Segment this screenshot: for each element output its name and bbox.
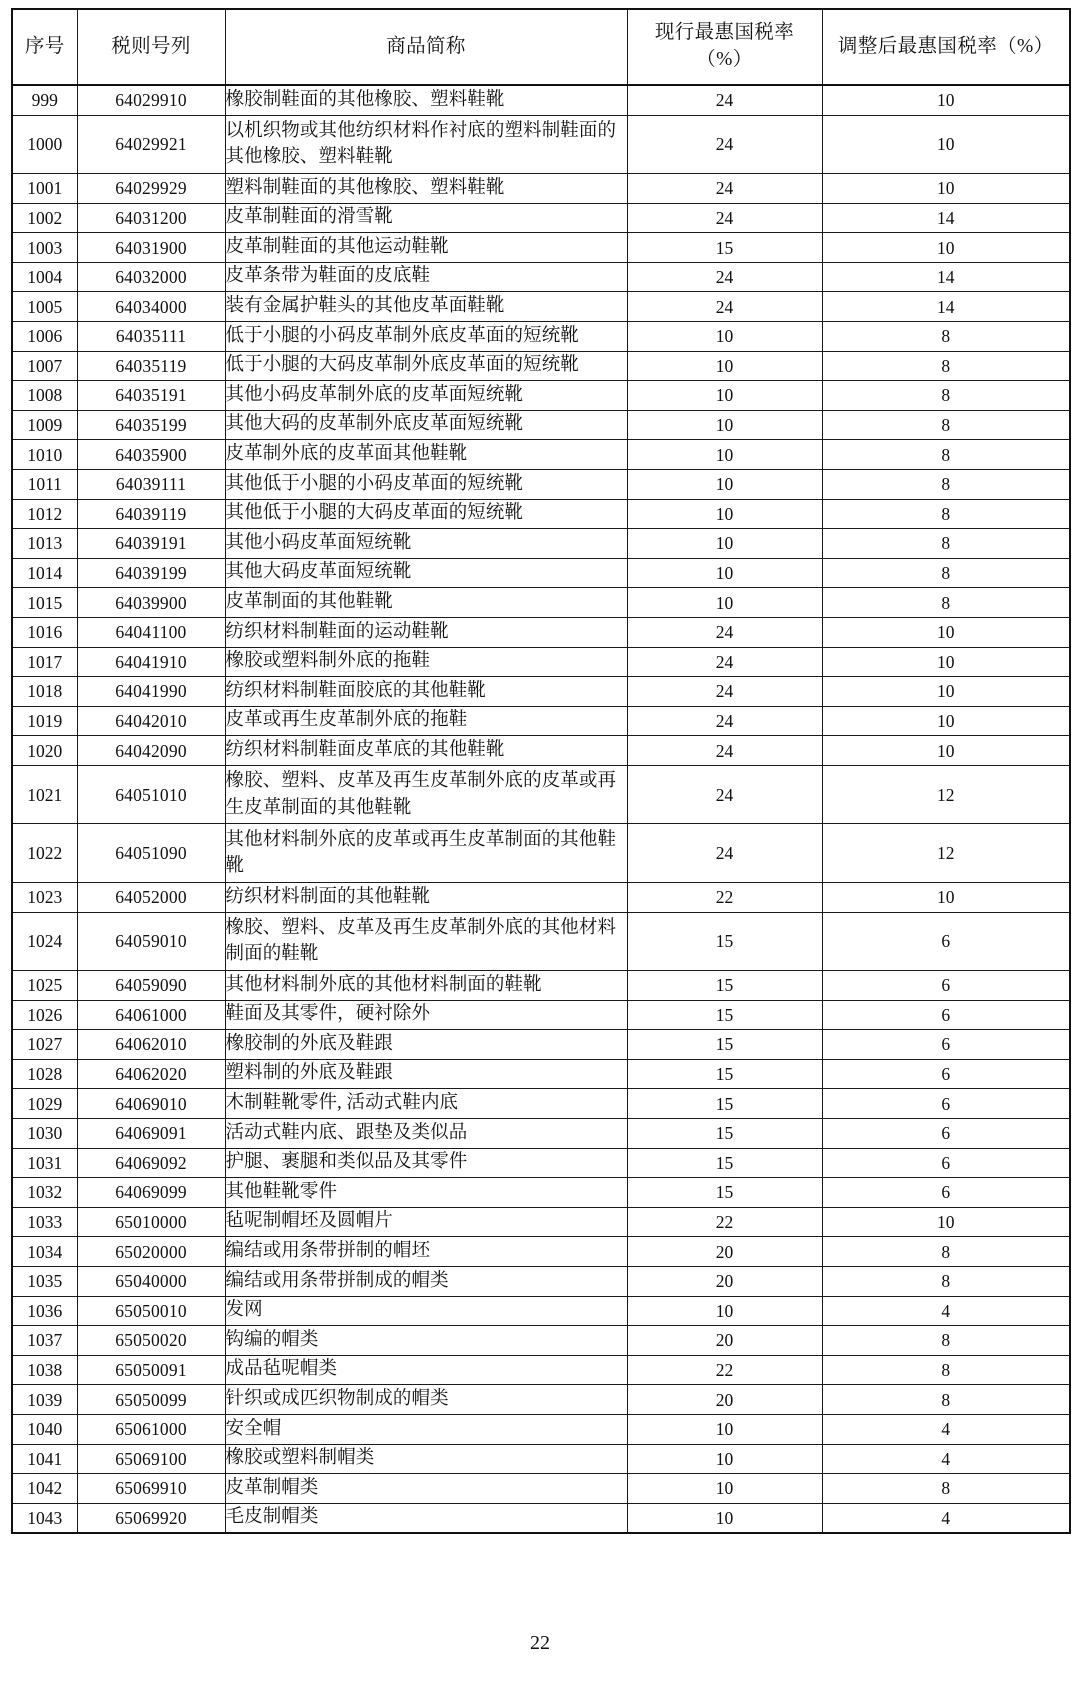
table-row [12, 736, 1070, 766]
cell-sequence: 1041 [12, 1444, 77, 1474]
cell-adjusted-rate: 12 [822, 824, 1070, 883]
cell-tariff-code: 65061000 [77, 1414, 225, 1444]
cell-tariff-code: 65040000 [77, 1267, 225, 1297]
table-row [12, 1385, 1070, 1415]
cell-current-rate: 24 [627, 647, 822, 677]
cell-commodity-name: 皮革或再生皮革制外底的拖鞋 [225, 706, 627, 736]
cell-current-rate: 10 [627, 440, 822, 470]
cell-adjusted-rate: 10 [822, 174, 1070, 204]
table-row [12, 203, 1070, 233]
cell-sequence: 1028 [12, 1059, 77, 1089]
cell-current-rate: 10 [627, 499, 822, 529]
cell-sequence: 1032 [12, 1178, 77, 1208]
table-row [12, 115, 1070, 174]
cell-commodity-name: 毡呢制帽坯及圆帽片 [225, 1207, 627, 1237]
cell-adjusted-rate: 10 [822, 1207, 1070, 1237]
cell-commodity-name: 橡胶或塑料制帽类 [225, 1444, 627, 1474]
cell-adjusted-rate: 10 [822, 115, 1070, 174]
cell-current-rate: 24 [627, 677, 822, 707]
cell-adjusted-rate: 8 [822, 1474, 1070, 1504]
cell-tariff-code: 64031900 [77, 233, 225, 263]
cell-commodity-name: 橡胶、塑料、皮革及再生皮革制外底的其他材料制面的鞋靴 [225, 912, 627, 971]
cell-adjusted-rate: 10 [822, 85, 1070, 115]
cell-tariff-code: 64035191 [77, 381, 225, 411]
cell-sequence: 1013 [12, 529, 77, 559]
cell-tariff-code: 64029921 [77, 115, 225, 174]
table-row [12, 292, 1070, 322]
cell-commodity-name: 编结或用条带拼制成的帽类 [225, 1267, 627, 1297]
cell-current-rate: 10 [627, 381, 822, 411]
cell-adjusted-rate: 4 [822, 1296, 1070, 1326]
table-row [12, 174, 1070, 204]
cell-adjusted-rate: 10 [822, 677, 1070, 707]
table-row [12, 1237, 1070, 1267]
cell-adjusted-rate: 8 [822, 351, 1070, 381]
cell-tariff-code: 64051090 [77, 824, 225, 883]
cell-tariff-code: 64052000 [77, 882, 225, 912]
cell-tariff-code: 65050010 [77, 1296, 225, 1326]
table-row [12, 1444, 1070, 1474]
cell-commodity-name: 毛皮制帽类 [225, 1503, 627, 1533]
cell-sequence: 1006 [12, 322, 77, 352]
cell-sequence: 1023 [12, 882, 77, 912]
cell-current-rate: 10 [627, 470, 822, 500]
cell-adjusted-rate: 8 [822, 440, 1070, 470]
cell-adjusted-rate: 4 [822, 1414, 1070, 1444]
cell-commodity-name: 活动式鞋内底、跟垫及类似品 [225, 1119, 627, 1149]
cell-tariff-code: 64041100 [77, 618, 225, 648]
column-header-commodity: 商品简称 [225, 9, 627, 85]
cell-commodity-name: 其他低于小腿的小码皮革面的短统靴 [225, 470, 627, 500]
table-row [12, 1059, 1070, 1089]
table-row [12, 588, 1070, 618]
cell-adjusted-rate: 10 [822, 882, 1070, 912]
cell-sequence: 1027 [12, 1030, 77, 1060]
cell-current-rate: 10 [627, 1503, 822, 1533]
cell-sequence: 1018 [12, 677, 77, 707]
cell-sequence: 1012 [12, 499, 77, 529]
cell-adjusted-rate: 8 [822, 1385, 1070, 1415]
cell-sequence: 1040 [12, 1414, 77, 1444]
cell-sequence: 1011 [12, 470, 77, 500]
cell-current-rate: 10 [627, 1296, 822, 1326]
cell-adjusted-rate: 10 [822, 618, 1070, 648]
cell-current-rate: 24 [627, 174, 822, 204]
cell-adjusted-rate: 6 [822, 971, 1070, 1001]
cell-sequence: 1038 [12, 1355, 77, 1385]
cell-current-rate: 15 [627, 1089, 822, 1119]
cell-commodity-name: 装有金属护鞋头的其他皮革面鞋靴 [225, 292, 627, 322]
cell-commodity-name: 纺织材料制鞋面皮革底的其他鞋靴 [225, 736, 627, 766]
cell-commodity-name: 皮革制鞋面的滑雪靴 [225, 203, 627, 233]
cell-adjusted-rate: 10 [822, 233, 1070, 263]
cell-tariff-code: 64034000 [77, 292, 225, 322]
cell-sequence: 1042 [12, 1474, 77, 1504]
cell-commodity-name: 其他小码皮革面短统靴 [225, 529, 627, 559]
cell-current-rate: 10 [627, 529, 822, 559]
cell-adjusted-rate: 10 [822, 736, 1070, 766]
table-row [12, 971, 1070, 1001]
cell-sequence: 1026 [12, 1000, 77, 1030]
page-number: 22 [530, 1632, 550, 1654]
cell-current-rate: 20 [627, 1385, 822, 1415]
cell-commodity-name: 成品毡呢帽类 [225, 1355, 627, 1385]
cell-sequence: 1033 [12, 1207, 77, 1237]
cell-current-rate: 15 [627, 1119, 822, 1149]
cell-current-rate: 10 [627, 558, 822, 588]
cell-sequence: 1001 [12, 174, 77, 204]
cell-adjusted-rate: 8 [822, 499, 1070, 529]
cell-tariff-code: 64029910 [77, 85, 225, 115]
cell-current-rate: 15 [627, 1059, 822, 1089]
cell-current-rate: 20 [627, 1237, 822, 1267]
cell-adjusted-rate: 6 [822, 1148, 1070, 1178]
cell-commodity-name: 皮革制帽类 [225, 1474, 627, 1504]
cell-commodity-name: 塑料制鞋面的其他橡胶、塑料鞋靴 [225, 174, 627, 204]
cell-commodity-name: 针织或成匹织物制成的帽类 [225, 1385, 627, 1415]
cell-sequence: 1004 [12, 262, 77, 292]
cell-sequence: 1021 [12, 765, 77, 824]
cell-sequence: 1031 [12, 1148, 77, 1178]
cell-sequence: 1003 [12, 233, 77, 263]
cell-current-rate: 24 [627, 618, 822, 648]
cell-sequence: 1022 [12, 824, 77, 883]
cell-commodity-name: 橡胶制的外底及鞋跟 [225, 1030, 627, 1060]
cell-adjusted-rate: 8 [822, 381, 1070, 411]
table-row [12, 262, 1070, 292]
cell-adjusted-rate: 8 [822, 410, 1070, 440]
cell-current-rate: 24 [627, 706, 822, 736]
cell-commodity-name: 其他低于小腿的大码皮革面的短统靴 [225, 499, 627, 529]
cell-tariff-code: 65010000 [77, 1207, 225, 1237]
cell-commodity-name: 木制鞋靴零件, 活动式鞋内底 [225, 1089, 627, 1119]
cell-commodity-name: 皮革制鞋面的其他运动鞋靴 [225, 233, 627, 263]
table-header-row [12, 9, 1070, 85]
table-row [12, 765, 1070, 824]
cell-sequence: 1034 [12, 1237, 77, 1267]
cell-tariff-code: 65069920 [77, 1503, 225, 1533]
cell-commodity-name: 皮革制外底的皮革面其他鞋靴 [225, 440, 627, 470]
cell-sequence: 1024 [12, 912, 77, 971]
cell-tariff-code: 64059010 [77, 912, 225, 971]
cell-adjusted-rate: 6 [822, 1000, 1070, 1030]
cell-commodity-name: 皮革条带为鞋面的皮底鞋 [225, 262, 627, 292]
cell-sequence: 1000 [12, 115, 77, 174]
cell-tariff-code: 64069010 [77, 1089, 225, 1119]
cell-current-rate: 10 [627, 588, 822, 618]
cell-commodity-name: 低于小腿的大码皮革制外底皮革面的短统靴 [225, 351, 627, 381]
cell-current-rate: 15 [627, 912, 822, 971]
cell-tariff-code: 64059090 [77, 971, 225, 1001]
cell-current-rate: 15 [627, 1030, 822, 1060]
cell-tariff-code: 64051010 [77, 765, 225, 824]
cell-tariff-code: 64032000 [77, 262, 225, 292]
table-row [12, 1148, 1070, 1178]
cell-sequence: 999 [12, 85, 77, 115]
table-row [12, 558, 1070, 588]
cell-sequence: 1009 [12, 410, 77, 440]
cell-commodity-name: 其他材料制外底的皮革或再生皮革制面的其他鞋靴 [225, 824, 627, 883]
cell-commodity-name: 安全帽 [225, 1414, 627, 1444]
cell-adjusted-rate: 8 [822, 1267, 1070, 1297]
cell-sequence: 1029 [12, 1089, 77, 1119]
cell-current-rate: 15 [627, 1148, 822, 1178]
cell-sequence: 1014 [12, 558, 77, 588]
cell-tariff-code: 65050020 [77, 1326, 225, 1356]
table-body [12, 85, 1070, 1533]
cell-sequence: 1030 [12, 1119, 77, 1149]
cell-tariff-code: 64035199 [77, 410, 225, 440]
cell-tariff-code: 64035119 [77, 351, 225, 381]
cell-adjusted-rate: 10 [822, 647, 1070, 677]
cell-current-rate: 10 [627, 410, 822, 440]
table-row [12, 618, 1070, 648]
cell-sequence: 1002 [12, 203, 77, 233]
cell-sequence: 1039 [12, 1385, 77, 1415]
cell-current-rate: 22 [627, 1355, 822, 1385]
cell-tariff-code: 65069910 [77, 1474, 225, 1504]
table-row [12, 1119, 1070, 1149]
cell-tariff-code: 64039199 [77, 558, 225, 588]
cell-sequence: 1015 [12, 588, 77, 618]
table-row [12, 882, 1070, 912]
cell-commodity-name: 纺织材料制鞋面胶底的其他鞋靴 [225, 677, 627, 707]
table-row [12, 706, 1070, 736]
cell-tariff-code: 64039900 [77, 588, 225, 618]
cell-sequence: 1010 [12, 440, 77, 470]
cell-tariff-code: 65050091 [77, 1355, 225, 1385]
cell-tariff-code: 65050099 [77, 1385, 225, 1415]
table-row [12, 677, 1070, 707]
cell-current-rate: 22 [627, 1207, 822, 1237]
cell-commodity-name: 钩编的帽类 [225, 1326, 627, 1356]
cell-commodity-name: 编结或用条带拼制的帽坯 [225, 1237, 627, 1267]
table-row [12, 85, 1070, 115]
cell-tariff-code: 64035900 [77, 440, 225, 470]
cell-commodity-name: 其他大码的皮革制外底皮革面短统靴 [225, 410, 627, 440]
column-header-adjusted-rate: 调整后最惠国税率（%） [822, 9, 1070, 85]
cell-adjusted-rate: 8 [822, 1237, 1070, 1267]
cell-sequence: 1025 [12, 971, 77, 1001]
cell-sequence: 1019 [12, 706, 77, 736]
cell-sequence: 1035 [12, 1267, 77, 1297]
cell-sequence: 1016 [12, 618, 77, 648]
cell-sequence: 1005 [12, 292, 77, 322]
table-row [12, 322, 1070, 352]
cell-adjusted-rate: 8 [822, 529, 1070, 559]
cell-tariff-code: 64039119 [77, 499, 225, 529]
table-row [12, 912, 1070, 971]
cell-tariff-code: 64039111 [77, 470, 225, 500]
cell-commodity-name: 其他鞋靴零件 [225, 1178, 627, 1208]
cell-tariff-code: 64069091 [77, 1119, 225, 1149]
cell-adjusted-rate: 6 [822, 1178, 1070, 1208]
table-row [12, 1355, 1070, 1385]
cell-current-rate: 24 [627, 203, 822, 233]
cell-commodity-name: 低于小腿的小码皮革制外底皮革面的短统靴 [225, 322, 627, 352]
table-row [12, 1207, 1070, 1237]
table-row [12, 351, 1070, 381]
cell-tariff-code: 64062010 [77, 1030, 225, 1060]
cell-adjusted-rate: 12 [822, 765, 1070, 824]
cell-tariff-code: 64041990 [77, 677, 225, 707]
table-row [12, 1414, 1070, 1444]
cell-current-rate: 24 [627, 736, 822, 766]
cell-commodity-name: 鞋面及其零件，硬衬除外 [225, 1000, 627, 1030]
cell-adjusted-rate: 6 [822, 1089, 1070, 1119]
cell-current-rate: 20 [627, 1267, 822, 1297]
cell-adjusted-rate: 14 [822, 262, 1070, 292]
cell-tariff-code: 65069100 [77, 1444, 225, 1474]
cell-adjusted-rate: 8 [822, 558, 1070, 588]
cell-current-rate: 24 [627, 262, 822, 292]
cell-tariff-code: 64069092 [77, 1148, 225, 1178]
cell-commodity-name: 塑料制的外底及鞋跟 [225, 1059, 627, 1089]
table-row [12, 410, 1070, 440]
cell-tariff-code: 64031200 [77, 203, 225, 233]
cell-commodity-name: 皮革制面的其他鞋靴 [225, 588, 627, 618]
cell-current-rate: 24 [627, 824, 822, 883]
cell-adjusted-rate: 8 [822, 470, 1070, 500]
table-row [12, 1000, 1070, 1030]
table-row [12, 1089, 1070, 1119]
cell-tariff-code: 65020000 [77, 1237, 225, 1267]
cell-adjusted-rate: 4 [822, 1503, 1070, 1533]
cell-adjusted-rate: 8 [822, 588, 1070, 618]
cell-current-rate: 10 [627, 1474, 822, 1504]
cell-current-rate: 15 [627, 233, 822, 263]
cell-adjusted-rate: 6 [822, 1059, 1070, 1089]
cell-current-rate: 15 [627, 1000, 822, 1030]
cell-tariff-code: 64029929 [77, 174, 225, 204]
cell-current-rate: 24 [627, 115, 822, 174]
cell-tariff-code: 64035111 [77, 322, 225, 352]
cell-commodity-name: 纺织材料制鞋面的运动鞋靴 [225, 618, 627, 648]
table-row [12, 470, 1070, 500]
tariff-table [11, 8, 1071, 1534]
cell-sequence: 1020 [12, 736, 77, 766]
cell-current-rate: 20 [627, 1326, 822, 1356]
cell-sequence: 1017 [12, 647, 77, 677]
table-row [12, 1326, 1070, 1356]
cell-commodity-name: 其他大码皮革面短统靴 [225, 558, 627, 588]
cell-tariff-code: 64041910 [77, 647, 225, 677]
cell-commodity-name: 发网 [225, 1296, 627, 1326]
cell-current-rate: 24 [627, 292, 822, 322]
cell-adjusted-rate: 8 [822, 1326, 1070, 1356]
table-row [12, 233, 1070, 263]
cell-tariff-code: 64042090 [77, 736, 225, 766]
table-row [12, 381, 1070, 411]
cell-adjusted-rate: 14 [822, 292, 1070, 322]
cell-adjusted-rate: 8 [822, 322, 1070, 352]
cell-tariff-code: 64061000 [77, 1000, 225, 1030]
cell-current-rate: 10 [627, 1444, 822, 1474]
table-row [12, 1267, 1070, 1297]
cell-sequence: 1036 [12, 1296, 77, 1326]
cell-tariff-code: 64062020 [77, 1059, 225, 1089]
cell-sequence: 1008 [12, 381, 77, 411]
table-row [12, 824, 1070, 883]
cell-commodity-name: 纺织材料制面的其他鞋靴 [225, 882, 627, 912]
cell-adjusted-rate: 6 [822, 1119, 1070, 1149]
cell-sequence: 1037 [12, 1326, 77, 1356]
cell-current-rate: 22 [627, 882, 822, 912]
table-row [12, 440, 1070, 470]
cell-commodity-name: 以机织物或其他纺织材料作衬底的塑料制鞋面的其他橡胶、塑料鞋靴 [225, 115, 627, 174]
cell-current-rate: 15 [627, 1178, 822, 1208]
cell-commodity-name: 橡胶、塑料、皮革及再生皮革制外底的皮革或再生皮革制面的其他鞋靴 [225, 765, 627, 824]
cell-commodity-name: 护腿、裹腿和类似品及其零件 [225, 1148, 627, 1178]
table-row [12, 1503, 1070, 1533]
cell-current-rate: 15 [627, 971, 822, 1001]
cell-adjusted-rate: 10 [822, 706, 1070, 736]
table-row [12, 529, 1070, 559]
cell-commodity-name: 其他小码皮革制外底的皮革面短统靴 [225, 381, 627, 411]
column-header-tariff-code: 税则号列 [77, 9, 225, 85]
cell-current-rate: 10 [627, 1414, 822, 1444]
cell-sequence: 1043 [12, 1503, 77, 1533]
table-row [12, 499, 1070, 529]
column-header-current-rate: 现行最惠国税率（%） [627, 9, 822, 85]
table-row [12, 647, 1070, 677]
table-row [12, 1030, 1070, 1060]
cell-adjusted-rate: 14 [822, 203, 1070, 233]
cell-tariff-code: 64039191 [77, 529, 225, 559]
cell-current-rate: 10 [627, 322, 822, 352]
cell-adjusted-rate: 6 [822, 1030, 1070, 1060]
table-header [12, 9, 1070, 85]
column-header-sequence: 序号 [12, 9, 77, 85]
cell-commodity-name: 橡胶或塑料制外底的拖鞋 [225, 647, 627, 677]
cell-tariff-code: 64042010 [77, 706, 225, 736]
table-row [12, 1296, 1070, 1326]
table-row [12, 1474, 1070, 1504]
cell-adjusted-rate: 8 [822, 1355, 1070, 1385]
cell-adjusted-rate: 6 [822, 912, 1070, 971]
cell-commodity-name: 其他材料制外底的其他材料制面的鞋靴 [225, 971, 627, 1001]
cell-sequence: 1007 [12, 351, 77, 381]
table-row [12, 1178, 1070, 1208]
cell-commodity-name: 橡胶制鞋面的其他橡胶、塑料鞋靴 [225, 85, 627, 115]
cell-adjusted-rate: 4 [822, 1444, 1070, 1474]
cell-current-rate: 24 [627, 85, 822, 115]
cell-current-rate: 10 [627, 351, 822, 381]
cell-current-rate: 24 [627, 765, 822, 824]
cell-tariff-code: 64069099 [77, 1178, 225, 1208]
